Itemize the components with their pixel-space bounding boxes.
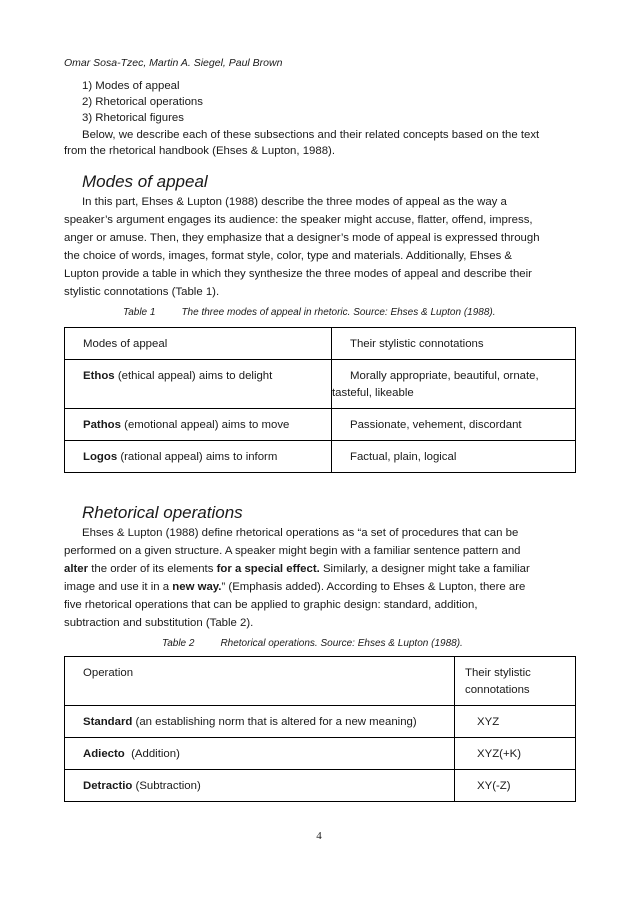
table-cell: XYZ [477, 716, 500, 728]
term-description: (rational appeal) aims to inform [117, 451, 278, 463]
paragraph-line: stylistic connotations (Table 1). [64, 286, 220, 298]
caption-number: Table 2 [162, 638, 195, 649]
paragraph-line: In this part, Ehses & Lupton (1988) describe the three modes of appeal as the way a [82, 196, 507, 208]
list-item: 1) Modes of appeal [82, 80, 180, 92]
paragraph-line: the choice of words, images, format style, color, type and materials. Additionally, Ehses & [64, 250, 513, 262]
table-cell [65, 706, 454, 737]
term-bold: Standard [83, 716, 133, 728]
term-bold: Pathos [83, 419, 121, 431]
term-bold: Logos [83, 451, 118, 463]
caption-number: Table 1 [123, 307, 156, 318]
table-header-cell: Their stylistic connotations [350, 338, 484, 350]
table-header-row [65, 328, 576, 360]
caption-text: Rhetorical operations. Source: Ehses & Lupton (1988). [220, 638, 463, 649]
table1-caption [123, 307, 496, 318]
table-cell [65, 738, 454, 769]
table2 [64, 656, 576, 802]
table-row [65, 770, 576, 802]
header-text: Their stylistic connotations [465, 667, 531, 696]
term-description: (Addition) [124, 748, 180, 760]
table-cell [65, 441, 331, 472]
table-row [65, 706, 576, 738]
emphasis-bold: alter [64, 563, 89, 575]
table1 [64, 327, 576, 473]
caption-text: The three modes of appeal in rhetoric. Source: Ehses & Lupton (1988). [181, 307, 496, 318]
term-description: (Subtraction) [132, 780, 201, 792]
term-bold: Detractio [83, 780, 133, 792]
term-description: (an establishing norm that is altered for a new meaning) [132, 716, 417, 728]
term-description: (ethical appeal) aims to delight [114, 370, 273, 382]
table-row [65, 409, 576, 441]
paragraph-line: subtraction and substitution (Table 2). [64, 617, 254, 629]
paragraph-line: from the rhetorical handbook (Ehses & Lupton, 1988). [64, 145, 336, 157]
paragraph-text: the order of its elements [88, 563, 217, 575]
table-header-row [65, 657, 576, 706]
paragraph-line: anger or amuse. Then, they emphasize that a designer’s mode of appeal is expressed through [64, 232, 540, 244]
table-row [65, 738, 576, 770]
modes-of-appeal-paragraph [64, 193, 576, 301]
table2-caption [162, 638, 463, 649]
term-description: (emotional appeal) aims to move [120, 419, 290, 431]
table-header-cell: Operation [83, 667, 134, 679]
table-cell: XYZ(+K) [477, 748, 521, 760]
paragraph-text: image and use it in a [64, 581, 173, 593]
paragraph-line: five rhetorical operations that can be applied to graphic design: standard, addition, [64, 599, 478, 611]
paragraph-line: Below, we describe each of these subsections and their related concepts based on the text [82, 129, 540, 141]
paragraph-line: speaker’s argument engages its audience: the speaker might accuse, flatter, offend, impress, [64, 214, 533, 226]
paragraph-line: Ehses & Lupton (1988) define rhetorical operations as “a set of procedures that can be [82, 527, 519, 539]
table-cell [65, 409, 331, 440]
table-cell: Factual, plain, logical [350, 451, 457, 463]
section-heading-rhetorical-operations: Rhetorical operations [82, 503, 243, 522]
section-heading-modes-of-appeal: Modes of appeal [82, 172, 208, 191]
page-number: 4 [316, 830, 322, 842]
table-cell [332, 360, 575, 408]
term-bold: Ethos [83, 370, 115, 382]
emphasis-bold: for a special effect. [216, 563, 320, 575]
paragraph-line: performed on a given structure. A speaker might begin with a familiar sentence pattern and [64, 545, 521, 557]
paragraph-text: ” (Emphasis added). According to Ehses & Lupton, there are [221, 581, 526, 593]
running-header-authors: Omar Sosa-Tzec, Martin A. Siegel, Paul Brown [64, 57, 283, 69]
emphasis-bold: new way. [172, 581, 222, 593]
intro-paragraph [64, 127, 576, 159]
table-cell: XY(-Z) [477, 780, 511, 792]
list-item: 2) Rhetorical operations [82, 96, 203, 108]
table-row [65, 360, 576, 409]
table-row [65, 441, 576, 473]
table-header-cell [455, 657, 575, 705]
table-cell [65, 360, 331, 391]
rhetorical-operations-paragraph [64, 524, 576, 632]
intro-list [82, 78, 203, 126]
table-cell: Passionate, vehement, discordant [350, 419, 522, 431]
table-cell [65, 770, 454, 801]
term-bold: Adiecto [83, 748, 125, 760]
paragraph-text: Similarly, a designer might take a familiar [319, 563, 530, 575]
paragraph-line: Lupton provide a table in which they synthesize the three modes of appeal and describe their [64, 268, 532, 280]
list-item: 3) Rhetorical figures [82, 112, 184, 124]
connotation-text: Morally appropriate, beautiful, ornate, tasteful, likeable [332, 370, 539, 399]
table-header-cell: Modes of appeal [83, 338, 168, 350]
